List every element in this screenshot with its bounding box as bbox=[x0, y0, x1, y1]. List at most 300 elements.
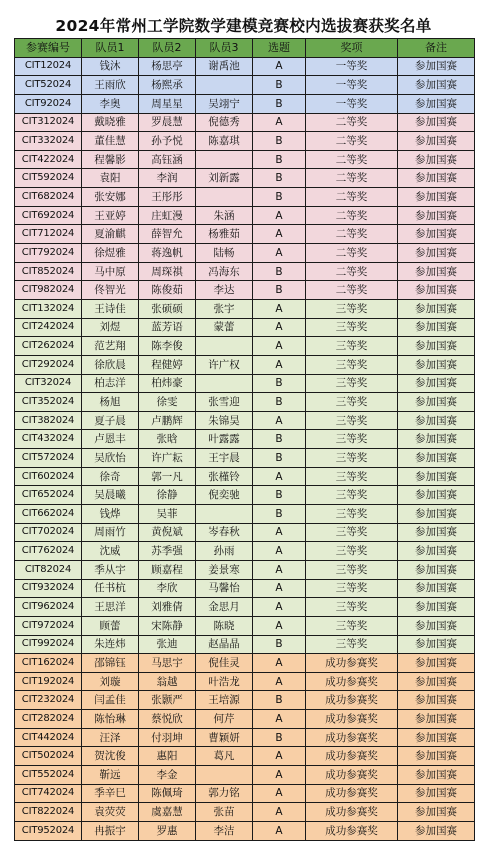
entry-id-cell: CIT652024 bbox=[15, 486, 82, 505]
member-1-cell: 季辛巳 bbox=[82, 784, 139, 803]
member-1-cell: 戴晓雅 bbox=[82, 113, 139, 132]
member-3-cell: 马馨怡 bbox=[196, 579, 253, 598]
award-cell: 二等奖 bbox=[306, 132, 398, 151]
award-cell: 成功参赛奖 bbox=[306, 672, 398, 691]
member-2-cell: 罗晨慧 bbox=[139, 113, 196, 132]
member-2-cell: 付羽坤 bbox=[139, 728, 196, 747]
member-1-cell: 范艺翔 bbox=[82, 337, 139, 356]
member-3-cell: 岑春秋 bbox=[196, 523, 253, 542]
award-cell: 二等奖 bbox=[306, 169, 398, 188]
member-3-cell: 姜景寒 bbox=[196, 560, 253, 579]
entry-id-cell: CIT52024 bbox=[15, 76, 82, 95]
award-cell: 三等奖 bbox=[306, 635, 398, 654]
member-3-cell: 杨雅茹 bbox=[196, 225, 253, 244]
member-3-cell bbox=[196, 337, 253, 356]
award-cell: 三等奖 bbox=[306, 430, 398, 449]
member-1-cell: 程馨影 bbox=[82, 150, 139, 169]
member-3-cell: 冯海东 bbox=[196, 262, 253, 281]
table-row bbox=[15, 337, 475, 356]
award-cell: 二等奖 bbox=[306, 262, 398, 281]
member-2-cell: 宋陈静 bbox=[139, 616, 196, 635]
entry-id-cell: CIT692024 bbox=[15, 206, 82, 225]
member-1-cell: 陈怡琳 bbox=[82, 710, 139, 729]
award-table bbox=[14, 38, 475, 841]
member-1-cell: 王诗佳 bbox=[82, 299, 139, 318]
entry-id-cell: CIT602024 bbox=[15, 467, 82, 486]
member-2-cell: 李欣 bbox=[139, 579, 196, 598]
member-2-cell: 王彤彤 bbox=[139, 188, 196, 207]
member-1-cell: 刘煜 bbox=[82, 318, 139, 337]
table-row bbox=[15, 449, 475, 468]
table-row bbox=[15, 150, 475, 169]
award-cell: 三等奖 bbox=[306, 337, 398, 356]
entry-id-cell: CIT32024 bbox=[15, 374, 82, 393]
header-award: 奖项 bbox=[306, 39, 398, 58]
header-topic: 选题 bbox=[253, 39, 306, 58]
table-row bbox=[15, 672, 475, 691]
member-2-cell: 蓝芳语 bbox=[139, 318, 196, 337]
table-row bbox=[15, 113, 475, 132]
entry-id-cell: CIT442024 bbox=[15, 728, 82, 747]
member-2-cell: 吴菲 bbox=[139, 505, 196, 524]
topic-cell: B bbox=[253, 635, 306, 654]
topic-cell: A bbox=[253, 579, 306, 598]
entry-id-cell: CIT92024 bbox=[15, 94, 82, 113]
member-2-cell: 许广耘 bbox=[139, 449, 196, 468]
member-3-cell: 吴翊宁 bbox=[196, 94, 253, 113]
member-2-cell: 黄倪斌 bbox=[139, 523, 196, 542]
award-cell: 二等奖 bbox=[306, 225, 398, 244]
member-3-cell bbox=[196, 765, 253, 784]
remark-cell: 参加国赛 bbox=[398, 486, 475, 505]
member-3-cell: 李达 bbox=[196, 281, 253, 300]
page-title: 2024年常州工学院数学建模竞赛校内选拔赛获奖名单 bbox=[55, 17, 432, 35]
member-3-cell: 朱锦昊 bbox=[196, 411, 253, 430]
remark-cell: 参加国赛 bbox=[398, 542, 475, 561]
member-1-cell: 夏子晨 bbox=[82, 411, 139, 430]
award-cell: 二等奖 bbox=[306, 113, 398, 132]
member-3-cell bbox=[196, 188, 253, 207]
member-2-cell: 刘雅倩 bbox=[139, 598, 196, 617]
award-cell: 三等奖 bbox=[306, 355, 398, 374]
member-2-cell: 张硕硕 bbox=[139, 299, 196, 318]
table-row bbox=[15, 821, 475, 840]
topic-cell: B bbox=[253, 486, 306, 505]
member-1-cell: 吴欣怡 bbox=[82, 449, 139, 468]
member-1-cell: 刘璇 bbox=[82, 672, 139, 691]
table-row bbox=[15, 598, 475, 617]
table-row bbox=[15, 803, 475, 822]
topic-cell: A bbox=[253, 244, 306, 263]
member-1-cell: 钱烨 bbox=[82, 505, 139, 524]
award-cell: 二等奖 bbox=[306, 244, 398, 263]
award-cell: 三等奖 bbox=[306, 299, 398, 318]
topic-cell: B bbox=[253, 169, 306, 188]
topic-cell: B bbox=[253, 281, 306, 300]
member-3-cell: 陈晓 bbox=[196, 616, 253, 635]
member-3-cell: 金思月 bbox=[196, 598, 253, 617]
member-3-cell: 倪佳灵 bbox=[196, 654, 253, 673]
member-2-cell: 卢鹏辉 bbox=[139, 411, 196, 430]
member-1-cell: 顾蕾 bbox=[82, 616, 139, 635]
member-1-cell: 沈威 bbox=[82, 542, 139, 561]
topic-cell: B bbox=[253, 430, 306, 449]
member-3-cell: 孙雨 bbox=[196, 542, 253, 561]
member-1-cell: 贺沈俊 bbox=[82, 747, 139, 766]
award-cell: 成功参赛奖 bbox=[306, 654, 398, 673]
entry-id-cell: CIT822024 bbox=[15, 803, 82, 822]
header-remark: 备注 bbox=[398, 39, 475, 58]
topic-cell: A bbox=[253, 765, 306, 784]
award-cell: 三等奖 bbox=[306, 393, 398, 412]
member-2-cell: 张晗 bbox=[139, 430, 196, 449]
entry-id-cell: CIT682024 bbox=[15, 188, 82, 207]
member-3-cell: 李洁 bbox=[196, 821, 253, 840]
entry-id-cell: CIT352024 bbox=[15, 393, 82, 412]
entry-id-cell: CIT262024 bbox=[15, 337, 82, 356]
remark-cell: 参加国赛 bbox=[398, 393, 475, 412]
topic-cell: A bbox=[253, 616, 306, 635]
table-row bbox=[15, 188, 475, 207]
remark-cell: 参加国赛 bbox=[398, 710, 475, 729]
remark-cell: 参加国赛 bbox=[398, 523, 475, 542]
member-3-cell: 蒙蕾 bbox=[196, 318, 253, 337]
award-cell: 一等奖 bbox=[306, 76, 398, 95]
topic-cell: B bbox=[253, 728, 306, 747]
award-cell: 二等奖 bbox=[306, 188, 398, 207]
remark-cell: 参加国赛 bbox=[398, 318, 475, 337]
member-1-cell: 李奥 bbox=[82, 94, 139, 113]
member-1-cell: 袁荧荧 bbox=[82, 803, 139, 822]
member-1-cell: 佟智光 bbox=[82, 281, 139, 300]
member-1-cell: 马中原 bbox=[82, 262, 139, 281]
member-2-cell: 徐雯 bbox=[139, 393, 196, 412]
member-2-cell: 罗惠 bbox=[139, 821, 196, 840]
member-3-cell: 倪奕驰 bbox=[196, 486, 253, 505]
header-member-1: 队员1 bbox=[82, 39, 139, 58]
remark-cell: 参加国赛 bbox=[398, 467, 475, 486]
entry-id-cell: CIT762024 bbox=[15, 542, 82, 561]
award-cell: 三等奖 bbox=[306, 542, 398, 561]
header-member-2: 队员2 bbox=[139, 39, 196, 58]
table-body bbox=[15, 57, 475, 840]
topic-cell: B bbox=[253, 76, 306, 95]
entry-id-cell: CIT982024 bbox=[15, 281, 82, 300]
member-3-cell bbox=[196, 76, 253, 95]
entry-id-cell: CIT662024 bbox=[15, 505, 82, 524]
entry-id-cell: CIT432024 bbox=[15, 430, 82, 449]
topic-cell: B bbox=[253, 188, 306, 207]
remark-cell: 参加国赛 bbox=[398, 299, 475, 318]
remark-cell: 参加国赛 bbox=[398, 281, 475, 300]
table-row bbox=[15, 281, 475, 300]
member-1-cell: 钱沐 bbox=[82, 57, 139, 76]
topic-cell: B bbox=[253, 150, 306, 169]
table-row bbox=[15, 393, 475, 412]
table-row bbox=[15, 262, 475, 281]
topic-cell: A bbox=[253, 113, 306, 132]
table-row bbox=[15, 691, 475, 710]
member-2-cell: 孙予悦 bbox=[139, 132, 196, 151]
topic-cell: A bbox=[253, 560, 306, 579]
remark-cell: 参加国赛 bbox=[398, 132, 475, 151]
table-row bbox=[15, 318, 475, 337]
award-cell: 成功参赛奖 bbox=[306, 728, 398, 747]
entry-id-cell: CIT702024 bbox=[15, 523, 82, 542]
member-3-cell bbox=[196, 505, 253, 524]
award-cell: 成功参赛奖 bbox=[306, 691, 398, 710]
topic-cell: A bbox=[253, 411, 306, 430]
award-cell: 一等奖 bbox=[306, 57, 398, 76]
table-row bbox=[15, 542, 475, 561]
member-3-cell: 张宇 bbox=[196, 299, 253, 318]
topic-cell: B bbox=[253, 505, 306, 524]
award-cell: 成功参赛奖 bbox=[306, 747, 398, 766]
member-3-cell bbox=[196, 150, 253, 169]
entry-id-cell: CIT82024 bbox=[15, 560, 82, 579]
entry-id-cell: CIT552024 bbox=[15, 765, 82, 784]
topic-cell: A bbox=[253, 821, 306, 840]
entry-id-cell: CIT972024 bbox=[15, 616, 82, 635]
award-cell: 二等奖 bbox=[306, 281, 398, 300]
topic-cell: B bbox=[253, 374, 306, 393]
member-3-cell bbox=[196, 374, 253, 393]
member-3-cell: 许广权 bbox=[196, 355, 253, 374]
remark-cell: 参加国赛 bbox=[398, 374, 475, 393]
entry-id-cell: CIT242024 bbox=[15, 318, 82, 337]
member-2-cell: 虞嘉慧 bbox=[139, 803, 196, 822]
member-1-cell: 王亚婷 bbox=[82, 206, 139, 225]
member-1-cell: 夏渝麒 bbox=[82, 225, 139, 244]
topic-cell: A bbox=[253, 784, 306, 803]
member-2-cell: 张颢严 bbox=[139, 691, 196, 710]
member-3-cell: 陆畅 bbox=[196, 244, 253, 263]
member-2-cell: 李润 bbox=[139, 169, 196, 188]
member-1-cell: 袁阳 bbox=[82, 169, 139, 188]
member-2-cell: 苏季强 bbox=[139, 542, 196, 561]
member-1-cell: 王思洋 bbox=[82, 598, 139, 617]
remark-cell: 参加国赛 bbox=[398, 206, 475, 225]
remark-cell: 参加国赛 bbox=[398, 244, 475, 263]
member-3-cell: 赵晶晶 bbox=[196, 635, 253, 654]
member-3-cell: 刘新露 bbox=[196, 169, 253, 188]
remark-cell: 参加国赛 bbox=[398, 598, 475, 617]
remark-cell: 参加国赛 bbox=[398, 654, 475, 673]
award-cell: 一等奖 bbox=[306, 94, 398, 113]
table-row bbox=[15, 206, 475, 225]
remark-cell: 参加国赛 bbox=[398, 616, 475, 635]
topic-cell: A bbox=[253, 337, 306, 356]
remark-cell: 参加国赛 bbox=[398, 821, 475, 840]
topic-cell: A bbox=[253, 318, 306, 337]
member-2-cell: 周琛祺 bbox=[139, 262, 196, 281]
remark-cell: 参加国赛 bbox=[398, 560, 475, 579]
member-1-cell: 周雨竹 bbox=[82, 523, 139, 542]
award-cell: 二等奖 bbox=[306, 150, 398, 169]
member-1-cell: 任书杭 bbox=[82, 579, 139, 598]
member-2-cell: 柏炜豪 bbox=[139, 374, 196, 393]
remark-cell: 参加国赛 bbox=[398, 411, 475, 430]
member-2-cell: 杨熙承 bbox=[139, 76, 196, 95]
member-1-cell: 吴晨曦 bbox=[82, 486, 139, 505]
entry-id-cell: CIT382024 bbox=[15, 411, 82, 430]
entry-id-cell: CIT282024 bbox=[15, 710, 82, 729]
member-3-cell: 曹颖妍 bbox=[196, 728, 253, 747]
member-3-cell: 王培源 bbox=[196, 691, 253, 710]
member-3-cell: 朱涵 bbox=[196, 206, 253, 225]
table-row bbox=[15, 784, 475, 803]
entry-id-cell: CIT232024 bbox=[15, 691, 82, 710]
topic-cell: A bbox=[253, 710, 306, 729]
table-row bbox=[15, 57, 475, 76]
remark-cell: 参加国赛 bbox=[398, 225, 475, 244]
table-row bbox=[15, 579, 475, 598]
member-2-cell: 惠阳 bbox=[139, 747, 196, 766]
remark-cell: 参加国赛 bbox=[398, 57, 475, 76]
member-1-cell: 王雨欣 bbox=[82, 76, 139, 95]
table-row bbox=[15, 430, 475, 449]
entry-id-cell: CIT952024 bbox=[15, 821, 82, 840]
member-3-cell: 葛凡 bbox=[196, 747, 253, 766]
remark-cell: 参加国赛 bbox=[398, 188, 475, 207]
member-1-cell: 徐欣晨 bbox=[82, 355, 139, 374]
member-3-cell: 谢禹池 bbox=[196, 57, 253, 76]
member-3-cell: 张苗 bbox=[196, 803, 253, 822]
topic-cell: A bbox=[253, 747, 306, 766]
remark-cell: 参加国赛 bbox=[398, 337, 475, 356]
topic-cell: B bbox=[253, 393, 306, 412]
table-row bbox=[15, 486, 475, 505]
award-cell: 三等奖 bbox=[306, 579, 398, 598]
entry-id-cell: CIT292024 bbox=[15, 355, 82, 374]
table-row bbox=[15, 728, 475, 747]
remark-cell: 参加国赛 bbox=[398, 262, 475, 281]
entry-id-cell: CIT12024 bbox=[15, 57, 82, 76]
member-1-cell: 汪泽 bbox=[82, 728, 139, 747]
topic-cell: B bbox=[253, 262, 306, 281]
table-row bbox=[15, 635, 475, 654]
topic-cell: A bbox=[253, 803, 306, 822]
member-2-cell: 翁越 bbox=[139, 672, 196, 691]
entry-id-cell: CIT192024 bbox=[15, 672, 82, 691]
award-cell: 三等奖 bbox=[306, 449, 398, 468]
member-2-cell: 蒋逸帆 bbox=[139, 244, 196, 263]
entry-id-cell: CIT992024 bbox=[15, 635, 82, 654]
member-1-cell: 徐奇 bbox=[82, 467, 139, 486]
header-member-3: 队员3 bbox=[196, 39, 253, 58]
member-3-cell: 陈嘉琪 bbox=[196, 132, 253, 151]
topic-cell: A bbox=[253, 225, 306, 244]
member-2-cell: 庄虹漫 bbox=[139, 206, 196, 225]
topic-cell: A bbox=[253, 467, 306, 486]
remark-cell: 参加国赛 bbox=[398, 449, 475, 468]
member-2-cell: 郭一凡 bbox=[139, 467, 196, 486]
topic-cell: A bbox=[253, 299, 306, 318]
member-2-cell: 蔡悦欣 bbox=[139, 710, 196, 729]
award-cell: 三等奖 bbox=[306, 467, 398, 486]
entry-id-cell: CIT852024 bbox=[15, 262, 82, 281]
member-2-cell: 薛智允 bbox=[139, 225, 196, 244]
topic-cell: A bbox=[253, 654, 306, 673]
table-row bbox=[15, 467, 475, 486]
award-cell: 二等奖 bbox=[306, 206, 398, 225]
entry-id-cell: CIT592024 bbox=[15, 169, 82, 188]
award-cell: 三等奖 bbox=[306, 560, 398, 579]
award-cell: 成功参赛奖 bbox=[306, 821, 398, 840]
remark-cell: 参加国赛 bbox=[398, 113, 475, 132]
remark-cell: 参加国赛 bbox=[398, 728, 475, 747]
member-2-cell: 陈俊茹 bbox=[139, 281, 196, 300]
member-1-cell: 柏志洋 bbox=[82, 374, 139, 393]
award-cell: 成功参赛奖 bbox=[306, 710, 398, 729]
topic-cell: B bbox=[253, 691, 306, 710]
table-row bbox=[15, 299, 475, 318]
remark-cell: 参加国赛 bbox=[398, 803, 475, 822]
member-1-cell: 邵锦钰 bbox=[82, 654, 139, 673]
member-2-cell: 张迪 bbox=[139, 635, 196, 654]
member-3-cell: 何芹 bbox=[196, 710, 253, 729]
remark-cell: 参加国赛 bbox=[398, 784, 475, 803]
topic-cell: A bbox=[253, 355, 306, 374]
table-row bbox=[15, 374, 475, 393]
remark-cell: 参加国赛 bbox=[398, 430, 475, 449]
entry-id-cell: CIT572024 bbox=[15, 449, 82, 468]
award-cell: 三等奖 bbox=[306, 374, 398, 393]
award-cell: 三等奖 bbox=[306, 523, 398, 542]
award-cell: 三等奖 bbox=[306, 318, 398, 337]
member-3-cell: 王宇晨 bbox=[196, 449, 253, 468]
table-row bbox=[15, 225, 475, 244]
topic-cell: A bbox=[253, 598, 306, 617]
table-row bbox=[15, 505, 475, 524]
member-2-cell: 杨思亭 bbox=[139, 57, 196, 76]
award-cell: 三等奖 bbox=[306, 616, 398, 635]
entry-id-cell: CIT332024 bbox=[15, 132, 82, 151]
entry-id-cell: CIT962024 bbox=[15, 598, 82, 617]
topic-cell: A bbox=[253, 57, 306, 76]
member-2-cell: 李金 bbox=[139, 765, 196, 784]
topic-cell: B bbox=[253, 449, 306, 468]
entry-id-cell: CIT132024 bbox=[15, 299, 82, 318]
remark-cell: 参加国赛 bbox=[398, 635, 475, 654]
entry-id-cell: CIT162024 bbox=[15, 654, 82, 673]
entry-id-cell: CIT312024 bbox=[15, 113, 82, 132]
topic-cell: B bbox=[253, 94, 306, 113]
table-row bbox=[15, 747, 475, 766]
table-row bbox=[15, 411, 475, 430]
remark-cell: 参加国赛 bbox=[398, 691, 475, 710]
award-cell: 成功参赛奖 bbox=[306, 765, 398, 784]
remark-cell: 参加国赛 bbox=[398, 579, 475, 598]
award-cell: 成功参赛奖 bbox=[306, 803, 398, 822]
member-3-cell: 倪德秀 bbox=[196, 113, 253, 132]
member-2-cell: 徐静 bbox=[139, 486, 196, 505]
table-row bbox=[15, 523, 475, 542]
award-cell: 三等奖 bbox=[306, 505, 398, 524]
member-1-cell: 董佳慧 bbox=[82, 132, 139, 151]
entry-id-cell: CIT712024 bbox=[15, 225, 82, 244]
remark-cell: 参加国赛 bbox=[398, 355, 475, 374]
entry-id-cell: CIT742024 bbox=[15, 784, 82, 803]
remark-cell: 参加国赛 bbox=[398, 169, 475, 188]
entry-id-cell: CIT932024 bbox=[15, 579, 82, 598]
table-row bbox=[15, 355, 475, 374]
remark-cell: 参加国赛 bbox=[398, 76, 475, 95]
member-3-cell: 叶露露 bbox=[196, 430, 253, 449]
member-3-cell: 郭力铭 bbox=[196, 784, 253, 803]
topic-cell: A bbox=[253, 672, 306, 691]
entry-id-cell: CIT502024 bbox=[15, 747, 82, 766]
